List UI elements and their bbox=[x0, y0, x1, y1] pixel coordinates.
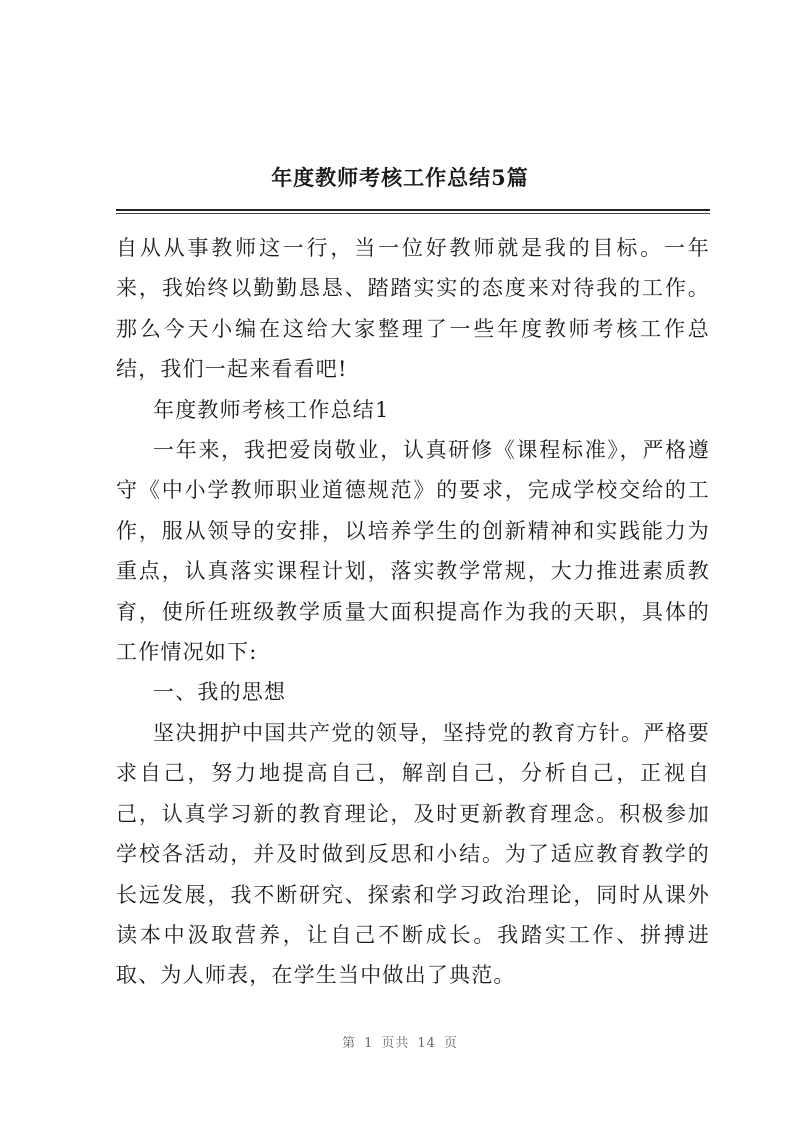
section-heading: 年度教师考核工作总结1 bbox=[153, 397, 390, 422]
footer-prefix: 第 bbox=[342, 1036, 357, 1051]
document-body bbox=[116, 228, 710, 996]
footer-total-pages: 14 bbox=[417, 1036, 436, 1051]
body-paragraph: 坚决拥护中国共产党的领导，坚持党的教育方针。严格要求自己，努力地提高自己，解剖自己，分析自己，正视自己，认真学习新的教育理论，及时更新教育理念。积极参加学校各活动，并及时做到反思和小结。为了适应教育教学的长远发展，我不断研究、探索和学习政治理论，同时从课外读本中汲取营养，让自己不断成长。我踏实工作、拼搏进取、为人师表，在学生当中做出了典范。 bbox=[116, 720, 710, 988]
footer-current-page: 1 bbox=[364, 1036, 374, 1051]
subsection-heading: 一、我的思想 bbox=[153, 680, 287, 705]
body-paragraph: 一年来，我把爱岗敬业，认真研修《课程标准》，严格遵守《中小学教师职业道德规范》的要求，完成学校交给的工作，服从领导的安排，以培养学生的创新精神和实践能力为重点，认真落实课程计划，落实教学常规，大力推进素质教育，使所任班级教学质量大面积提高作为我的天职，具体的工作情况如下: bbox=[116, 438, 710, 665]
document-title: 年度教师考核工作总结5篇 bbox=[271, 165, 529, 190]
intro-paragraph: 自从从事教师这一行，当一位好教师就是我的目标。一年来，我始终以勤勤恳恳、踏踏实实的态度来对待我的工作。那么今天小编在这给大家整理了一些年度教师考核工作总结，我们一起来看看吧! bbox=[116, 236, 710, 382]
footer-middle: 页共 bbox=[381, 1036, 410, 1051]
title-divider bbox=[116, 209, 710, 211]
footer-suffix: 页 bbox=[443, 1036, 458, 1051]
title-divider-thin bbox=[116, 213, 710, 214]
page-footer bbox=[0, 1032, 800, 1051]
